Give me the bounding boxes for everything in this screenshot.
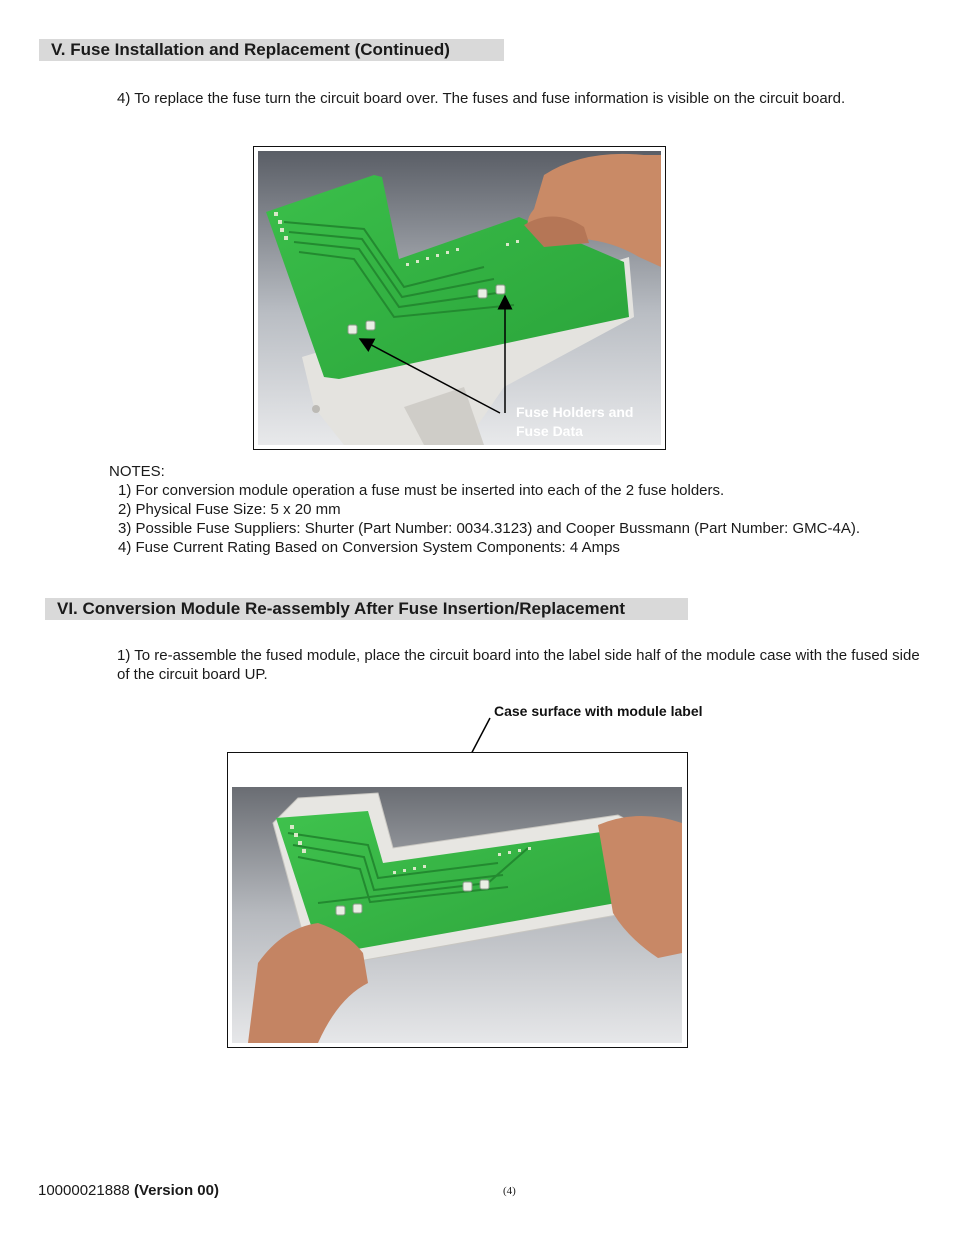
section-v-header [39,39,504,61]
section-v-title: V. Fuse Installation and Replacement (Continued) [51,40,450,59]
note-item: 3) Possible Fuse Suppliers: Shurter (Part Number: 0034.3123) and Cooper Bussmann (Part Number: GMC-4A). [118,520,860,537]
doc-number: 10000021888 [38,1182,130,1199]
note-item: 2) Physical Fuse Size: 5 x 20 mm [118,501,341,518]
note-item: 4) Fuse Current Rating Based on Conversion System Components: 4 Amps [118,539,620,556]
note-item: 1) For conversion module operation a fuse must be inserted into each of the 2 fuse holders. [118,482,725,499]
notes-block [109,462,860,557]
footer-document-number [38,1182,219,1199]
fuse-holders-callout [516,403,633,441]
doc-version: (Version 00) [133,1182,219,1199]
photo-reassembly [227,752,688,1048]
page-number: (4) [503,1185,516,1197]
case-surface-callout: Case surface with module label [494,703,703,719]
callout-line-2: Fuse Data [516,423,583,439]
section-vi-title: VI. Conversion Module Re-assembly After Fuse Insertion/Replacement [57,599,626,618]
callout-line-1: Fuse Holders and [516,404,634,420]
notes-heading: NOTES: [109,463,165,480]
circuit-board-photo-2 [228,753,687,1047]
step-1-text: 1) To re-assemble the fused module, place the circuit board into the label side half of the module case with the fused side of the circuit board UP. [117,647,920,683]
step-4-text: 4) To replace the fuse turn the circuit board over. The fuses and fuse information is visible on the circuit board. [117,90,846,107]
section-vi-header [45,598,688,620]
